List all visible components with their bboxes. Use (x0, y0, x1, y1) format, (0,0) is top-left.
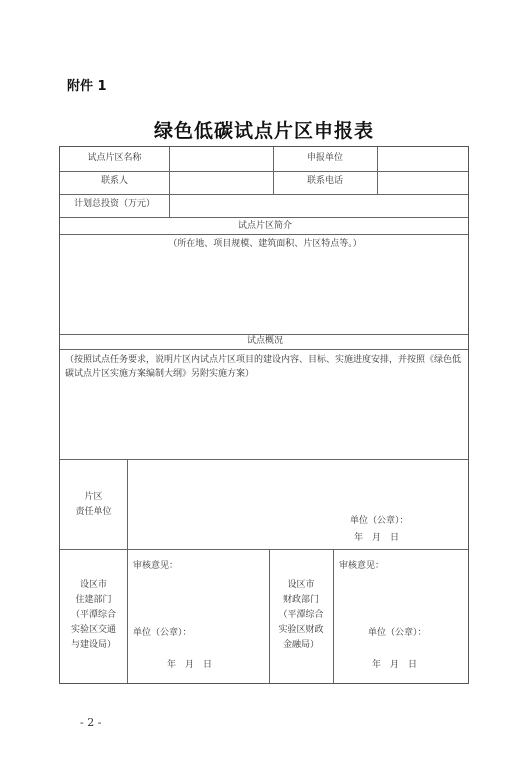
row-divider (60, 459, 468, 460)
row-divider (60, 171, 468, 172)
review-seal: 单位（公章）： (133, 628, 192, 638)
responsible-date: 年 月 日 (354, 533, 400, 543)
review-unit-finance: 财政部门 (282, 595, 319, 605)
column-divider (377, 147, 378, 194)
responsible-seal: 单位（公章）： (350, 516, 409, 526)
page-number: - 2 - (80, 716, 102, 729)
review-date: 年 月 日 (167, 660, 213, 670)
row-divider (60, 194, 468, 195)
overview-heading: 试点概况 (246, 336, 283, 346)
review-opinion-label: 审核意见： (339, 561, 385, 571)
application-form-table (59, 146, 469, 684)
review-unit-finance: 金融局） (282, 640, 319, 650)
phone-label: 联系电话 (306, 176, 343, 186)
investment-label: 计划总投资（万元） (73, 199, 155, 209)
form-title: 绿色低碳试点片区申报表 (153, 120, 374, 142)
applicant-label: 申报单位 (306, 153, 343, 163)
column-divider (169, 147, 170, 217)
responsible-unit-label: 责任单位 (75, 507, 112, 517)
review-unit-housing: （平潭综合 (70, 610, 116, 620)
intro-heading: 试点片区简介 (237, 221, 292, 231)
review-unit-housing: 住建部门 (75, 595, 112, 605)
column-divider (333, 549, 334, 683)
row-divider (60, 549, 468, 550)
review-unit-housing: 实验区交通 (70, 625, 116, 635)
review-unit-housing: 设区市 (79, 580, 107, 590)
review-unit-finance: 实验区财政 (278, 625, 324, 635)
review-unit-housing: 与建设局） (70, 640, 116, 650)
overview-hint: （按照试点任务要求，说明片区内试点片区项目的建设内容、目标、实施进度安排，并按照《绿色低碳试点片区实施方案编制大纲》另附实施方案） (65, 355, 462, 379)
review-unit-finance: （平潭综合 (278, 610, 324, 620)
review-unit-finance: 设区市 (287, 580, 315, 590)
column-divider (127, 459, 128, 683)
row-divider (60, 349, 468, 350)
district-name-label: 试点片区名称 (87, 153, 142, 163)
intro-hint: （所在地、项目规模、建筑面积、片区特点等。） (168, 239, 362, 249)
attachment-label: 附件 1 (67, 79, 107, 94)
responsible-unit-label: 片区 (84, 492, 103, 502)
row-divider (60, 217, 468, 218)
contact-label: 联系人 (100, 176, 128, 186)
review-date: 年 月 日 (372, 660, 418, 670)
review-seal: 单位（公章）： (368, 628, 427, 638)
row-divider (60, 234, 468, 235)
review-opinion-label: 审核意见： (133, 561, 179, 571)
